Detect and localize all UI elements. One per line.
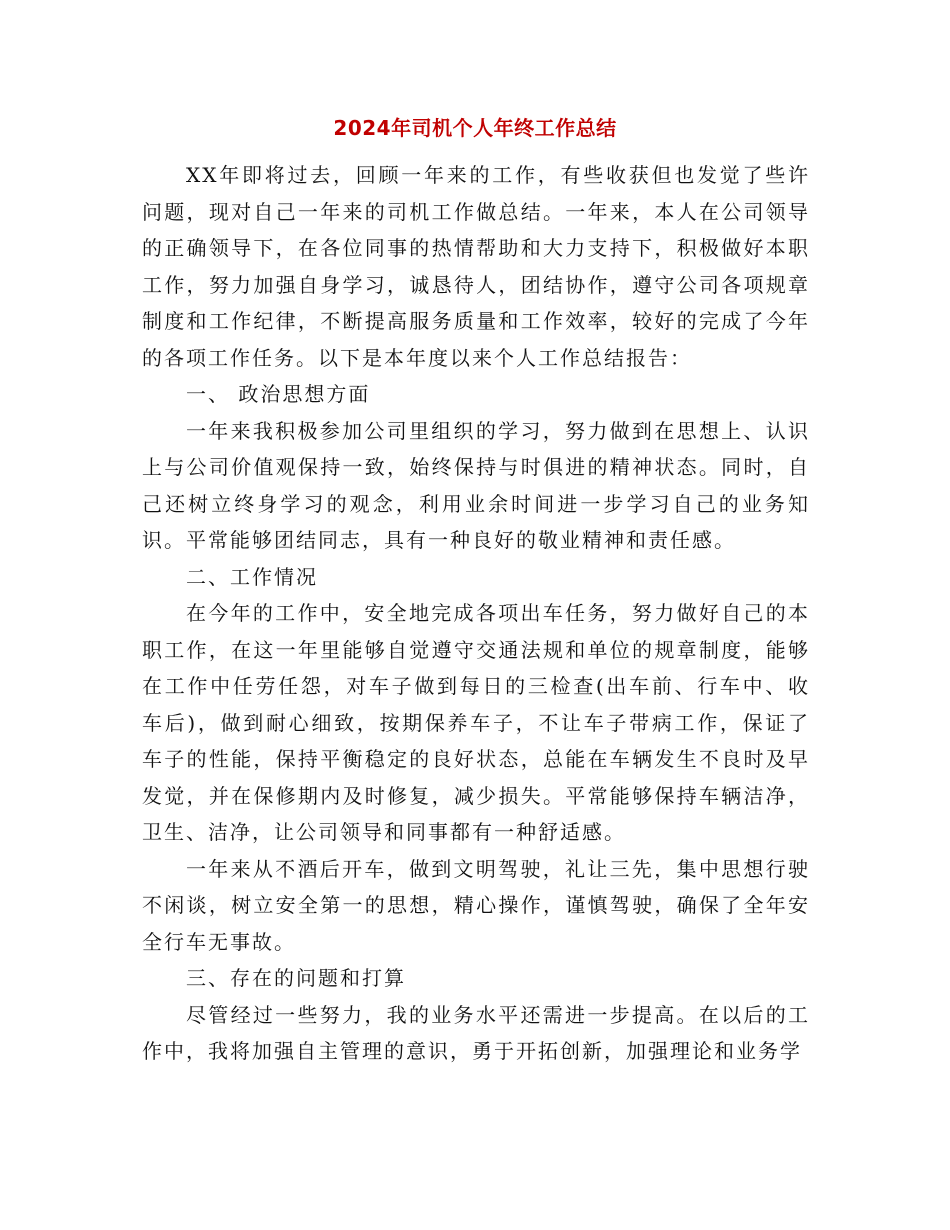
- document-body: [142, 157, 810, 1070]
- paragraph-work: 在今年的工作中，安全地完成各项出车任务，努力做好自己的本职工作，在这一年里能够自觉遵守交通法规和单位的规章制度，能够在工作中任劳任怨，对车子做到每日的三检查(出车前、行车中、收车后)，做到耐心细致，按期保养车子，不让车子带病工作，保证了车子的性能，保持平衡稳定的良好状态，总能在车辆发生不良时及早发觉，并在保修期内及时修复，减少损失。平常能够保持车辆洁净，卫生、洁净，让公司领导和同事都有一种舒适感。: [142, 601, 810, 844]
- paragraph-politics: 一年来我积极参加公司里组织的学习，努力做到在思想上、认识上与公司价值观保持一致，始终保持与时俱进的精神状态。同时，自己还树立终身学习的观念，利用业余时间进一步学习自己的业务知识。平常能够团结同志，具有一种良好的敬业精神和责任感。: [142, 418, 810, 552]
- section-heading-problems: 三、存在的问题和打算: [186, 966, 406, 990]
- paragraph-problems: 尽管经过一些努力，我的业务水平还需进一步提高。在以后的工作中，我将加强自主管理的意识，勇于开拓创新，加强理论和业务学: [142, 1002, 810, 1063]
- section-heading-work: 二、工作情况: [186, 564, 318, 589]
- document-title: 2024年司机个人年终工作总结: [333, 116, 617, 140]
- section-heading-politics: 一、 政治思想方面: [186, 382, 371, 406]
- paragraph-safety: 一年来从不酒后开车，做到文明驾驶，礼让三先，集中思想行驶不闲谈，树立安全第一的思想，精心操作，谨慎驾驶，确保了全年安全行车无事故。: [142, 856, 810, 954]
- paragraph-intro: XX年即将过去，回顾一年来的工作，有些收获但也发觉了些许问题，现对自己一年来的司机工作做总结。一年来，本人在公司领导的正确领导下，在各位同事的热情帮助和大力支持下，积极做好本职工作，努力加强自身学习，诚恳待人，团结协作，遵守公司各项规章制度和工作纪律，不断提高服务质量和工作效率，较好的完成了今年的各项工作任务。以下是本年度以来个人工作总结报告：: [142, 163, 810, 370]
